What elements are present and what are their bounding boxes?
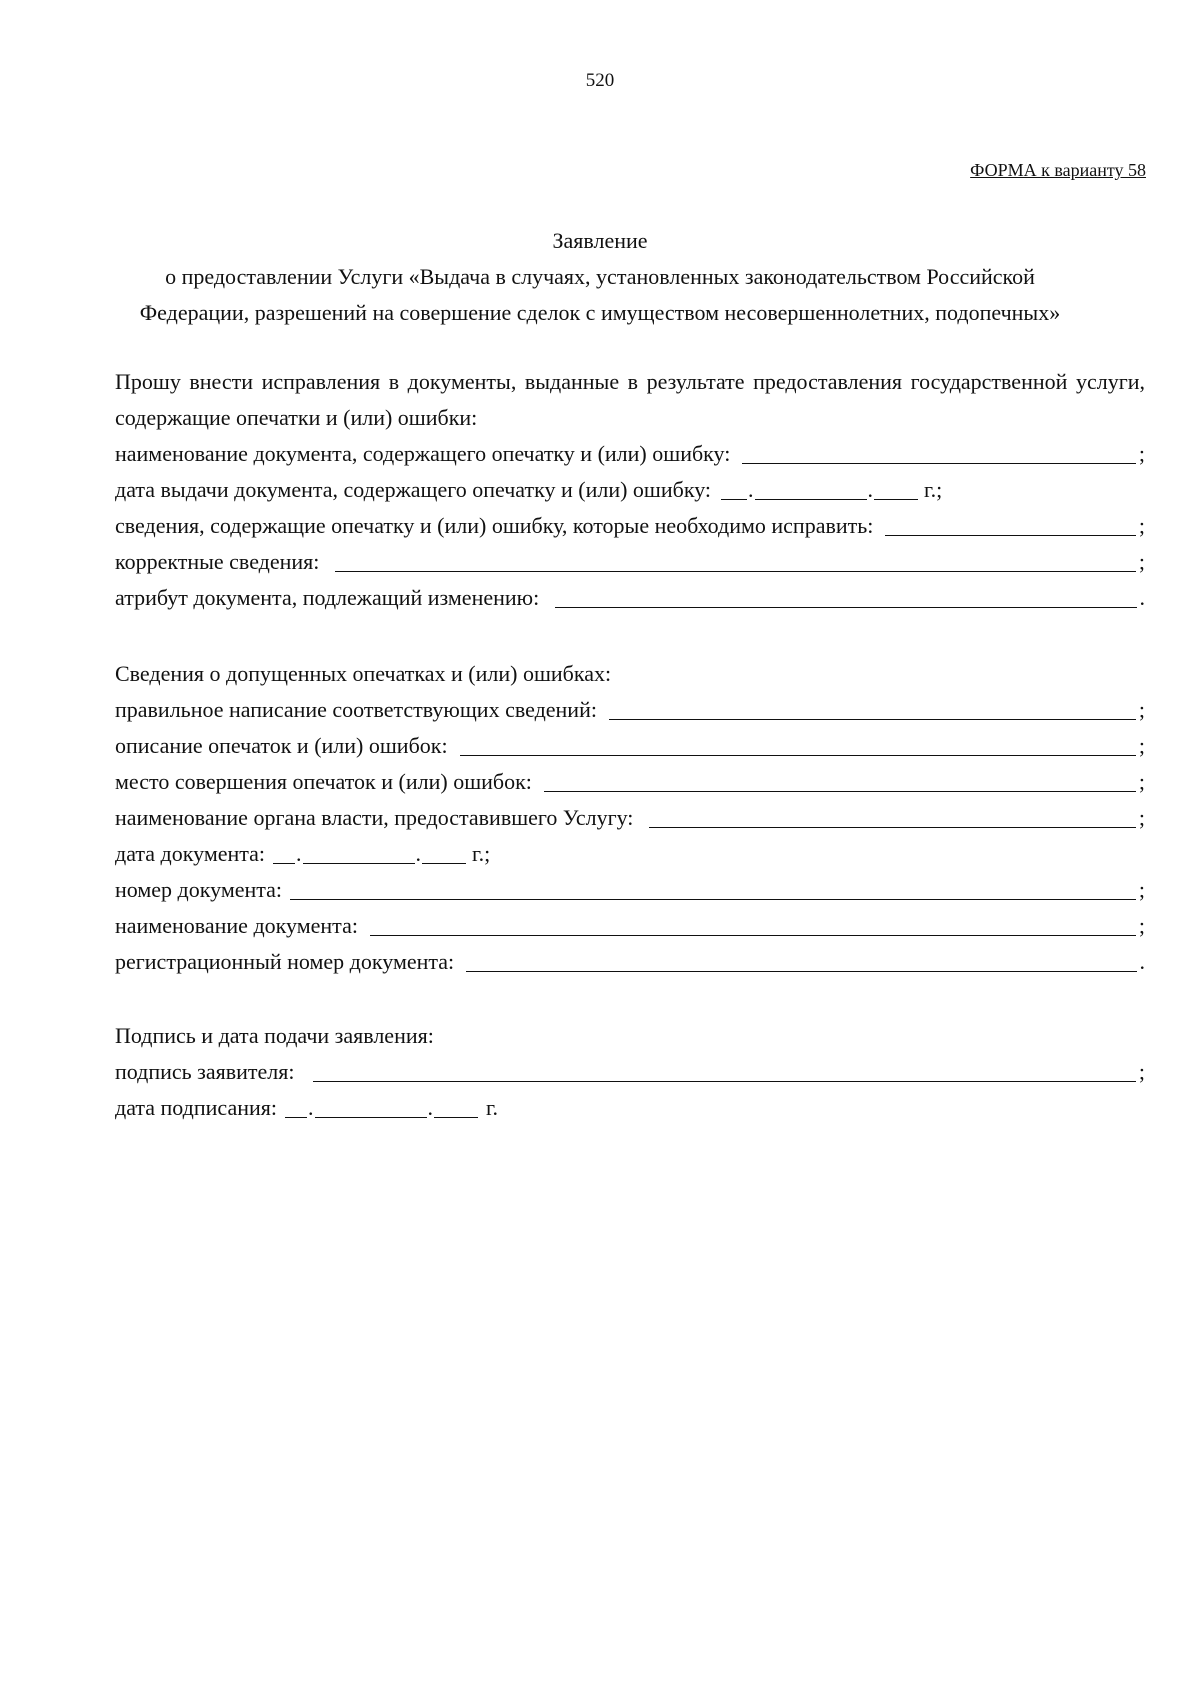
- request-section: [115, 364, 1145, 616]
- field-registration-number: регистрационный номер документа: .: [115, 944, 1145, 980]
- year-blank[interactable]: [874, 498, 918, 500]
- field-label: атрибут документа, подлежащий изменению:: [115, 585, 540, 610]
- field-label: сведения, содержащие опечатку и (или) ошибку, которые необходимо исправить:: [115, 513, 874, 538]
- month-blank[interactable]: [303, 862, 415, 864]
- field-document-name: наименование документа, содержащего опечатку и (или) ошибку: ;: [115, 436, 1145, 472]
- document-number-input[interactable]: [290, 898, 1136, 900]
- field-label: корректные сведения:: [115, 549, 320, 574]
- field-error-place: место совершения опечаток и (или) ошибок: ;: [115, 764, 1145, 800]
- document-attribute-input[interactable]: [555, 606, 1136, 608]
- field-authority-name: наименование органа власти, предоставившего Услугу: ;: [115, 800, 1145, 836]
- day-blank[interactable]: [285, 1116, 307, 1118]
- error-info-input[interactable]: [885, 534, 1135, 536]
- month-blank[interactable]: [755, 498, 867, 500]
- field-label: наименование документа:: [115, 913, 358, 938]
- field-error-info: сведения, содержащие опечатку и (или) ошибку, которые необходимо исправить: ;: [115, 508, 1145, 544]
- field-label: наименование документа, содержащего опечатку и (или) ошибку:: [115, 441, 731, 466]
- page-number: 520: [585, 70, 615, 91]
- field-signing-date: дата подписания: . . г.: [115, 1090, 1145, 1126]
- field-document-title: наименование документа: ;: [115, 908, 1145, 944]
- errors-section: [115, 656, 1145, 980]
- error-place-input[interactable]: [544, 790, 1136, 792]
- title-line-1: Заявление: [552, 228, 648, 253]
- year-blank[interactable]: [434, 1116, 478, 1118]
- field-label: правильное написание соответствующих сведений:: [115, 697, 597, 722]
- month-blank[interactable]: [315, 1116, 427, 1118]
- request-intro: Прошу внести исправления в документы, выданные в результате предоставления государственной услуги, содержащие опечатки и (или) ошибки:: [115, 369, 1145, 430]
- authority-name-input[interactable]: [649, 826, 1135, 828]
- field-label: подпись заявителя:: [115, 1059, 295, 1084]
- signature-section: [115, 1018, 1145, 1126]
- field-label: номер документа:: [115, 877, 283, 902]
- field-document-attribute: атрибут документа, подлежащий изменению: .: [115, 580, 1145, 616]
- day-blank[interactable]: [273, 862, 295, 864]
- field-issue-date: дата выдачи документа, содержащего опечатку и (или) ошибку: . . г.;: [115, 472, 1145, 508]
- field-correct-spelling: правильное написание соответствующих сведений: ;: [115, 692, 1145, 728]
- field-document-number: номер документа: ;: [115, 872, 1145, 908]
- document-title-input[interactable]: [370, 934, 1136, 936]
- field-label: регистрационный номер документа:: [115, 949, 455, 974]
- title-line-3: Федерации, разрешений на совершение сделок с имуществом несовершеннолетних, подопечных»: [139, 300, 1061, 325]
- field-label: дата выдачи документа, содержащего опечатку и (или) ошибку:: [115, 477, 712, 502]
- title-line-2: о предоставлении Услуги «Выдача в случаях, установленных законодательством Российской: [165, 264, 1035, 289]
- field-label: дата документа:: [115, 841, 266, 866]
- applicant-signature-input[interactable]: [313, 1080, 1136, 1082]
- field-label: описание опечаток и (или) ошибок:: [115, 733, 448, 758]
- form-reference: ФОРМА к варианту 58: [970, 160, 1146, 180]
- registration-number-input[interactable]: [466, 970, 1136, 972]
- document-date-input[interactable]: . .: [273, 836, 466, 872]
- document-name-input[interactable]: [742, 462, 1136, 464]
- field-error-description: описание опечаток и (или) ошибок: ;: [115, 728, 1145, 764]
- field-label: место совершения опечаток и (или) ошибок:: [115, 769, 532, 794]
- issue-date-input[interactable]: . .: [721, 472, 918, 508]
- field-document-date: дата документа: . . г.;: [115, 836, 1145, 872]
- error-description-input[interactable]: [460, 754, 1136, 756]
- errors-heading: Сведения о допущенных опечатках и (или) ошибках:: [115, 661, 612, 686]
- field-correct-info: корректные сведения: ;: [115, 544, 1145, 580]
- signing-date-input[interactable]: . .: [285, 1090, 478, 1126]
- field-label: дата подписания:: [115, 1095, 277, 1120]
- day-blank[interactable]: [721, 498, 747, 500]
- field-applicant-signature: подпись заявителя: ;: [115, 1054, 1145, 1090]
- correct-info-input[interactable]: [335, 570, 1135, 572]
- signature-heading: Подпись и дата подачи заявления:: [115, 1023, 434, 1048]
- document-title: [0, 223, 1200, 331]
- field-label: наименование органа власти, предоставившего Услугу:: [115, 805, 634, 830]
- correct-spelling-input[interactable]: [609, 718, 1136, 720]
- year-blank[interactable]: [422, 862, 466, 864]
